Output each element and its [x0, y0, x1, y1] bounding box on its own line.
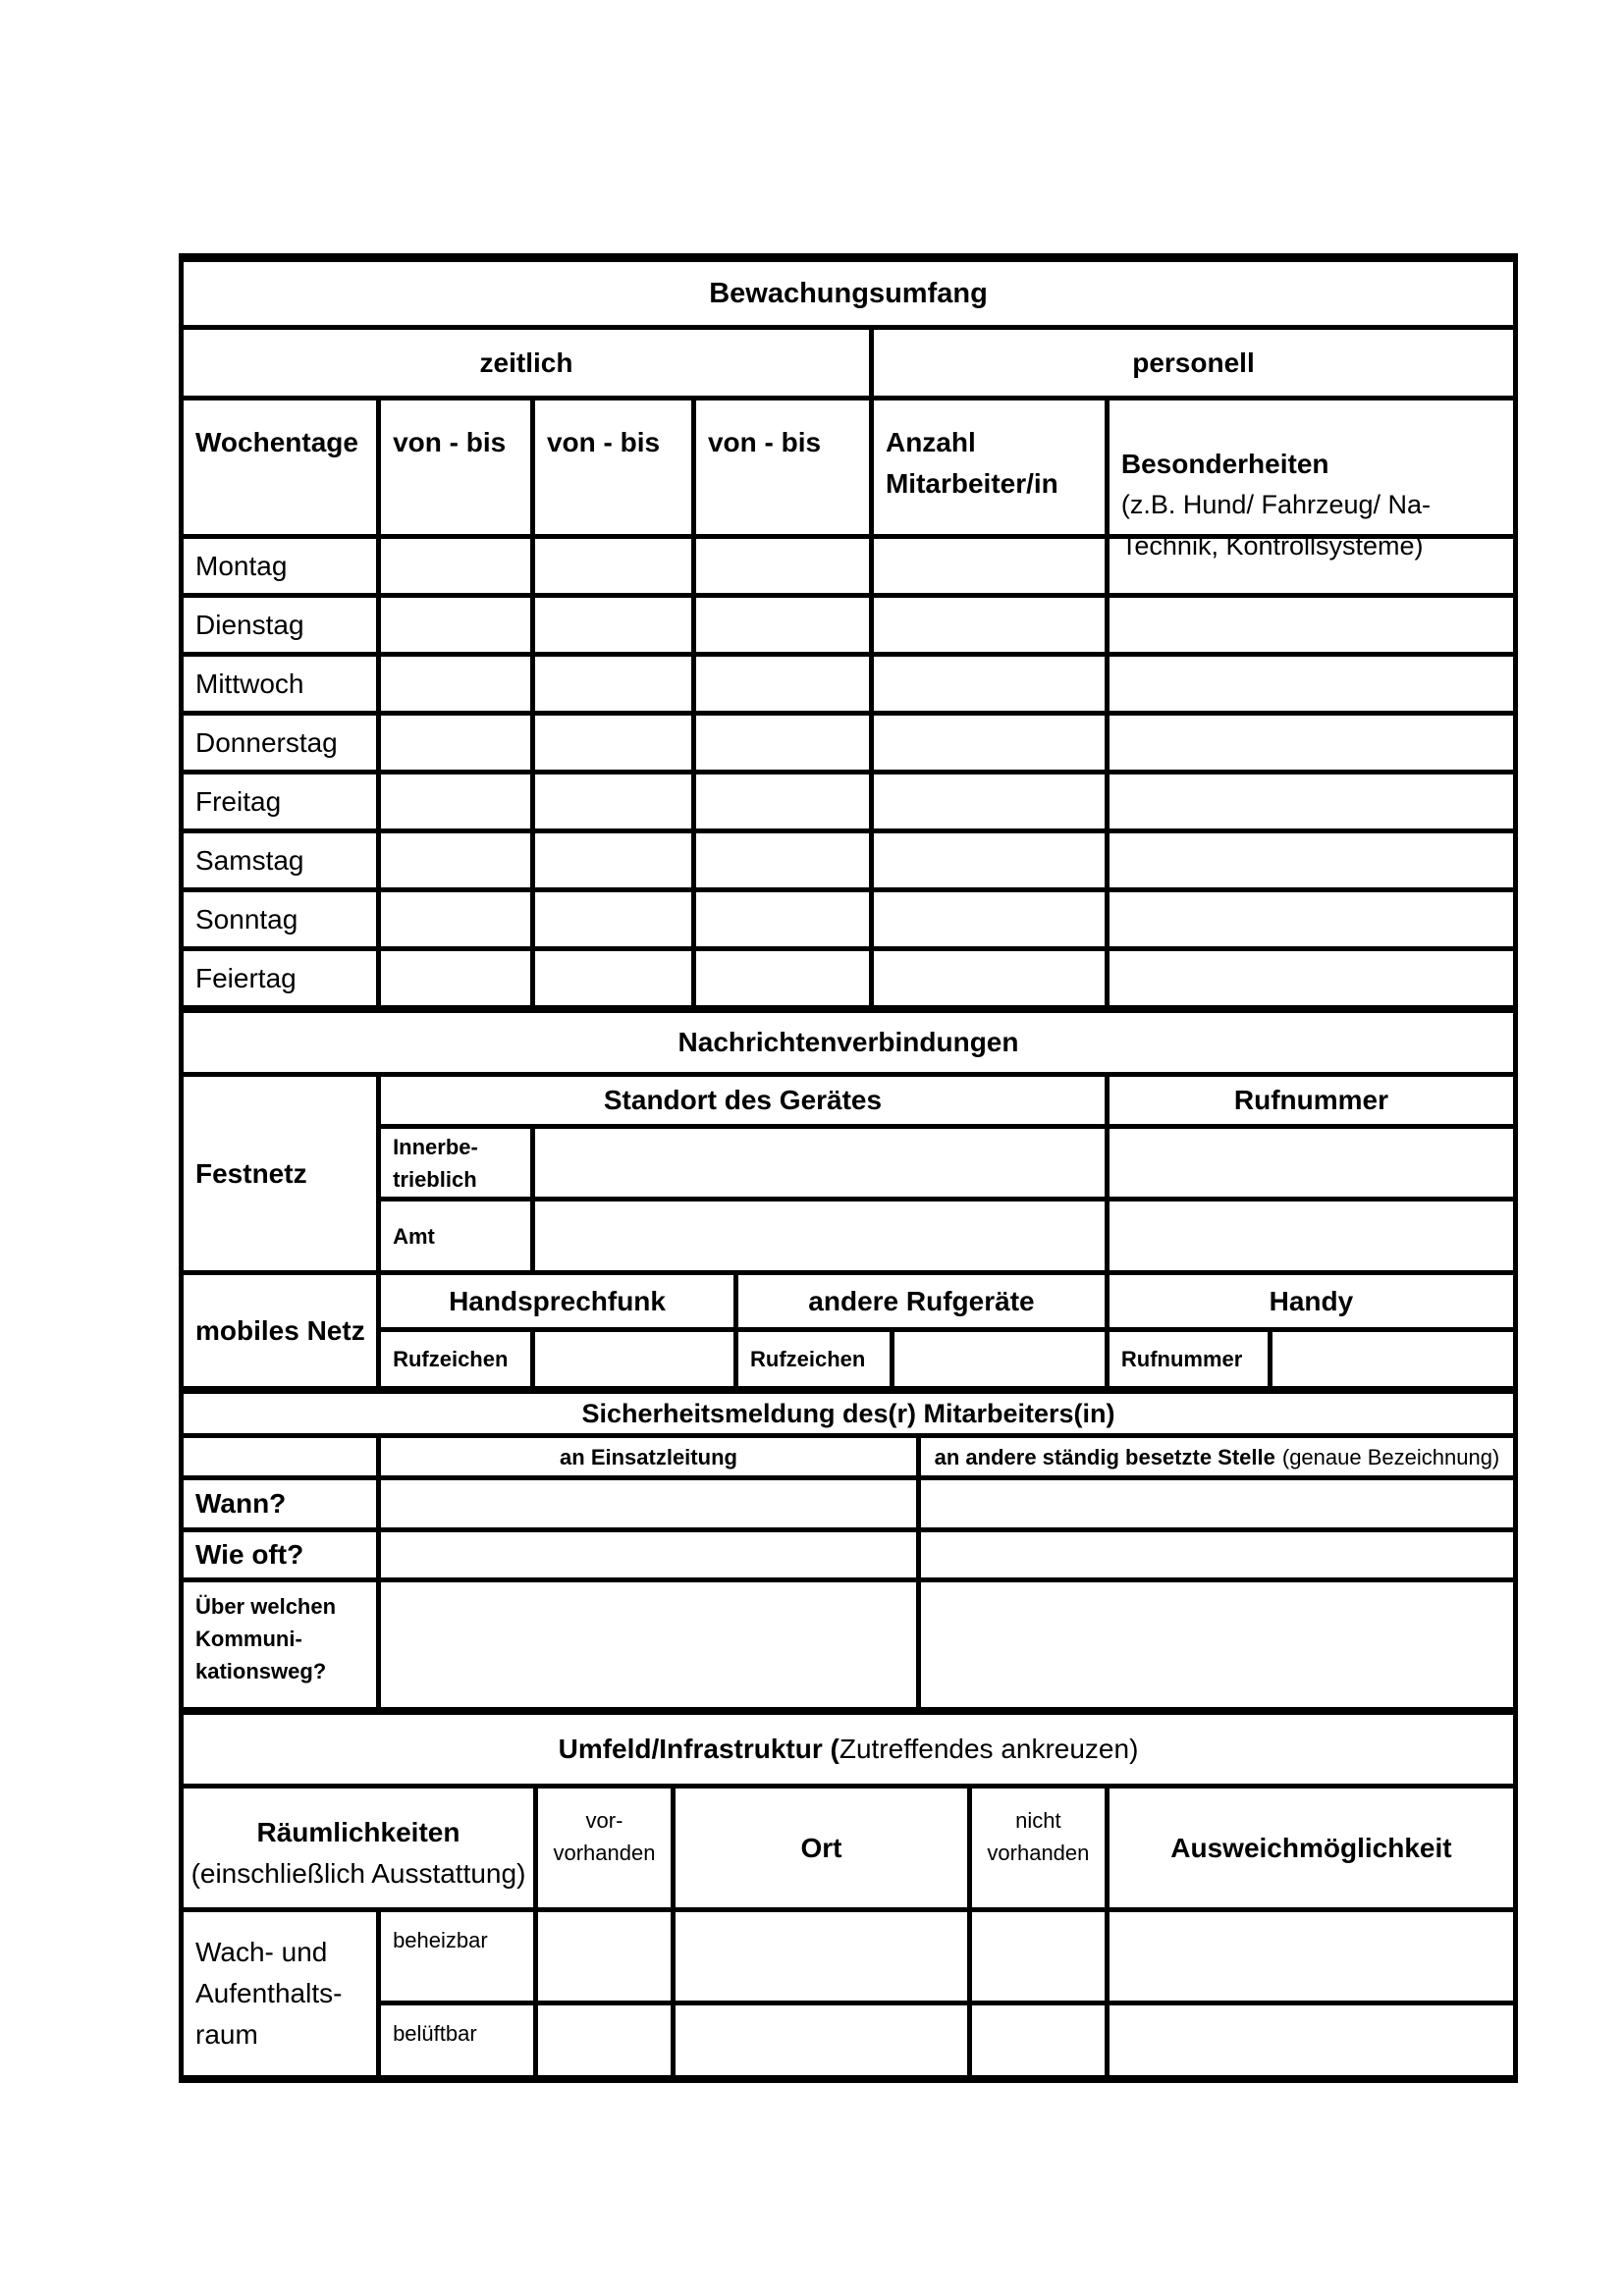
wachraum-label: Wach- und Aufenthalts-raum: [184, 1912, 381, 2075]
field-feiertag-besonderheiten[interactable]: [1110, 951, 1513, 1005]
field-mittwoch-besonderheiten[interactable]: [1110, 657, 1513, 711]
field-montag-besonderheiten[interactable]: [1110, 539, 1513, 593]
section-title-sicherheitsmeldung: [184, 1394, 1513, 1438]
field-dienstag-besonderheiten[interactable]: [1110, 598, 1513, 652]
field-montag-anzahl[interactable]: [874, 539, 1110, 593]
kommunikationsweg-label: Über welchen Kommuni-kationsweg?: [184, 1582, 381, 1707]
day-label-montag: Montag: [184, 539, 381, 593]
andere-stelle-note: (genaue Bezeichnung): [1281, 1444, 1500, 1469]
field-handy-rufnummer[interactable]: [1272, 1332, 1513, 1386]
field-donnerstag-besonderheiten[interactable]: [1110, 716, 1513, 770]
wie-oft-label: Wie oft?: [184, 1532, 381, 1582]
field-donnerstag-vonbis2[interactable]: [535, 716, 696, 770]
day-row-freitag: [184, 774, 1513, 833]
beheizbar-label: beheizbar: [381, 1912, 538, 2005]
column-header-anzahl: Anzahl Mitarbeiter/in: [874, 400, 1110, 534]
nicht-vorhanden-header: nicht vorhanden: [972, 1789, 1110, 1907]
field-samstag-anzahl[interactable]: [874, 833, 1110, 887]
day-label-samstag: Samstag: [184, 833, 381, 887]
vorhanden-header: vor- vorhanden: [538, 1789, 676, 1907]
field-feiertag-anzahl[interactable]: [874, 951, 1110, 1005]
andere-rufgeraete-header: andere Rufgeräte: [738, 1275, 1110, 1332]
column-header-row: [184, 400, 1513, 561]
column-header-von-bis-3: von - bis: [696, 400, 874, 534]
field-innerbetrieblich-rufnummer[interactable]: [1110, 1129, 1513, 1201]
field-samstag-vonbis2[interactable]: [535, 833, 696, 887]
day-label-feiertag: Feiertag: [184, 951, 381, 1005]
field-dienstag-vonbis3[interactable]: [696, 598, 874, 652]
field-sonntag-besonderheiten[interactable]: [1110, 892, 1513, 946]
mobiles-netz-block: [184, 1275, 1513, 1394]
field-dienstag-anzahl[interactable]: [874, 598, 1110, 652]
handsprechfunk-header: Handsprechfunk: [381, 1275, 738, 1332]
rufnummer-header: Rufnummer: [1110, 1077, 1513, 1129]
column-header-von-bis-1: von - bis: [381, 400, 535, 534]
rufnummer-label-handy: Rufnummer: [1110, 1332, 1272, 1386]
section-title-text: Sicherheitsmeldung des(r) Mitarbeiters(in): [581, 1398, 1115, 1428]
field-kommunikationsweg-einsatzleitung[interactable]: [381, 1582, 921, 1707]
field-sonntag-vonbis2[interactable]: [535, 892, 696, 946]
section-title-text: Bewachungsumfang: [709, 277, 988, 309]
group-header-row: [184, 330, 1513, 400]
column-header-wochentage: Wochentage: [184, 400, 381, 534]
field-dienstag-vonbis2[interactable]: [535, 598, 696, 652]
field-samstag-besonderheiten[interactable]: [1110, 833, 1513, 887]
field-wann-andere-stelle[interactable]: [921, 1480, 1513, 1532]
field-amt-standort[interactable]: [535, 1201, 1110, 1270]
amt-label: Amt: [381, 1201, 535, 1270]
field-handsprechfunk-rufzeichen[interactable]: [535, 1332, 738, 1386]
wann-label: Wann?: [184, 1480, 381, 1532]
day-row-sonntag: [184, 892, 1513, 951]
field-freitag-vonbis1[interactable]: [381, 774, 535, 828]
umfeld-title-bold: Umfeld/Infrastruktur (: [558, 1734, 839, 1764]
section-title-nachrichtenverbindungen: [184, 1013, 1513, 1077]
field-rufgeraete-rufzeichen[interactable]: [894, 1332, 1110, 1386]
field-feiertag-vonbis2[interactable]: [535, 951, 696, 1005]
mobiles-netz-label: mobiles Netz: [184, 1275, 381, 1386]
handy-header: Handy: [1110, 1275, 1513, 1332]
day-label-donnerstag: Donnerstag: [184, 716, 381, 770]
field-samstag-vonbis3[interactable]: [696, 833, 874, 887]
field-mittwoch-anzahl[interactable]: [874, 657, 1110, 711]
ort-header: Ort: [676, 1789, 972, 1907]
day-row-montag: [184, 539, 1513, 598]
raeumlichkeiten-note: (einschließlich Ausstattung): [190, 1858, 526, 1889]
sicherheitsmeldung-block: [184, 1438, 1513, 1715]
festnetz-label: Festnetz: [184, 1077, 381, 1270]
umfeld-title-rest: Zutreffendes ankreuzen): [839, 1734, 1139, 1764]
field-freitag-anzahl[interactable]: [874, 774, 1110, 828]
field-belueftbar-ort[interactable]: [676, 2005, 972, 2075]
field-donnerstag-anzahl[interactable]: [874, 716, 1110, 770]
andere-stelle-header: [921, 1438, 1513, 1480]
field-feiertag-vonbis3[interactable]: [696, 951, 874, 1005]
field-freitag-vonbis3[interactable]: [696, 774, 874, 828]
column-header-besonderheiten: [1110, 400, 1513, 561]
field-belueftbar-ausweich[interactable]: [1110, 2005, 1513, 2075]
field-beheizbar-ort[interactable]: [676, 1912, 972, 2005]
field-beheizbar-nicht-vorhanden[interactable]: [972, 1912, 1110, 2005]
day-row-dienstag: [184, 598, 1513, 657]
section-title-text: Nachrichtenverbindungen: [677, 1027, 1019, 1057]
field-dienstag-vonbis1[interactable]: [381, 598, 535, 652]
field-montag-vonbis3[interactable]: [696, 539, 874, 593]
field-sonntag-anzahl[interactable]: [874, 892, 1110, 946]
standort-header: Standort des Gerätes: [381, 1077, 1110, 1129]
field-mittwoch-vonbis3[interactable]: [696, 657, 874, 711]
umfeld-header-row: [184, 1789, 1513, 1912]
wachraum-block: [184, 1912, 1513, 2075]
sm-header-empty: [184, 1438, 381, 1480]
field-beheizbar-ausweich[interactable]: [1110, 1912, 1513, 2005]
ausweichmoeglichkeit-header: Ausweichmöglichkeit: [1170, 1832, 1452, 1863]
bewachungsumfang-form: [179, 253, 1518, 2083]
rufzeichen-label-1: Rufzeichen: [381, 1332, 535, 1386]
field-beheizbar-vorhanden[interactable]: [538, 1912, 676, 2005]
belueftbar-label: belüftbar: [381, 2005, 538, 2075]
group-header-zeitlich: zeitlich: [184, 330, 874, 396]
field-donnerstag-vonbis1[interactable]: [381, 716, 535, 770]
day-row-donnerstag: [184, 716, 1513, 774]
rufzeichen-label-2: Rufzeichen: [738, 1332, 894, 1386]
group-header-personell: personell: [1132, 347, 1255, 378]
field-kommunikationsweg-andere-stelle[interactable]: [921, 1582, 1513, 1707]
day-row-mittwoch: [184, 657, 1513, 716]
day-label-dienstag: Dienstag: [184, 598, 381, 652]
einsatzleitung-header: an Einsatzleitung: [381, 1438, 921, 1480]
field-donnerstag-vonbis3[interactable]: [696, 716, 874, 770]
field-montag-vonbis2[interactable]: [535, 539, 696, 593]
besonderheiten-label: Besonderheiten: [1120, 449, 1329, 479]
field-wie-oft-einsatzleitung[interactable]: [381, 1532, 921, 1582]
field-samstag-vonbis1[interactable]: [381, 833, 535, 887]
field-sonntag-vonbis1[interactable]: [381, 892, 535, 946]
field-freitag-vonbis2[interactable]: [535, 774, 696, 828]
innerbetrieblich-label: Innerbe-trieblich: [381, 1129, 535, 1201]
day-label-freitag: Freitag: [184, 774, 381, 828]
field-sonntag-vonbis3[interactable]: [696, 892, 874, 946]
field-freitag-besonderheiten[interactable]: [1110, 774, 1513, 828]
raeumlichkeiten-header: [184, 1789, 538, 1907]
field-belueftbar-vorhanden[interactable]: [538, 2005, 676, 2075]
field-wie-oft-andere-stelle[interactable]: [921, 1532, 1513, 1582]
day-row-samstag: [184, 833, 1513, 892]
festnetz-block: [184, 1077, 1513, 1275]
besonderheiten-note: (z.B. Hund/ Fahrzeug/ Na-Technik, Kontrollsysteme): [1120, 490, 1432, 561]
day-row-feiertag: [184, 951, 1513, 1013]
field-feiertag-vonbis1[interactable]: [381, 951, 535, 1005]
field-wann-einsatzleitung[interactable]: [381, 1480, 921, 1532]
field-belueftbar-nicht-vorhanden[interactable]: [972, 2005, 1110, 2075]
column-header-von-bis-2: von - bis: [535, 400, 696, 534]
field-mittwoch-vonbis1[interactable]: [381, 657, 535, 711]
day-label-sonntag: Sonntag: [184, 892, 381, 946]
raeumlichkeiten-label: Räumlichkeiten: [256, 1817, 460, 1847]
section-title-umfeld: [184, 1715, 1513, 1789]
andere-stelle-bold: an andere ständig besetzte Stelle: [934, 1444, 1275, 1469]
day-label-mittwoch: Mittwoch: [184, 657, 381, 711]
field-amt-rufnummer[interactable]: [1110, 1201, 1513, 1270]
field-innerbetrieblich-standort[interactable]: [535, 1129, 1110, 1201]
field-mittwoch-vonbis2[interactable]: [535, 657, 696, 711]
section-title-bewachungsumfang: [184, 262, 1513, 330]
field-montag-vonbis1[interactable]: [381, 539, 535, 593]
